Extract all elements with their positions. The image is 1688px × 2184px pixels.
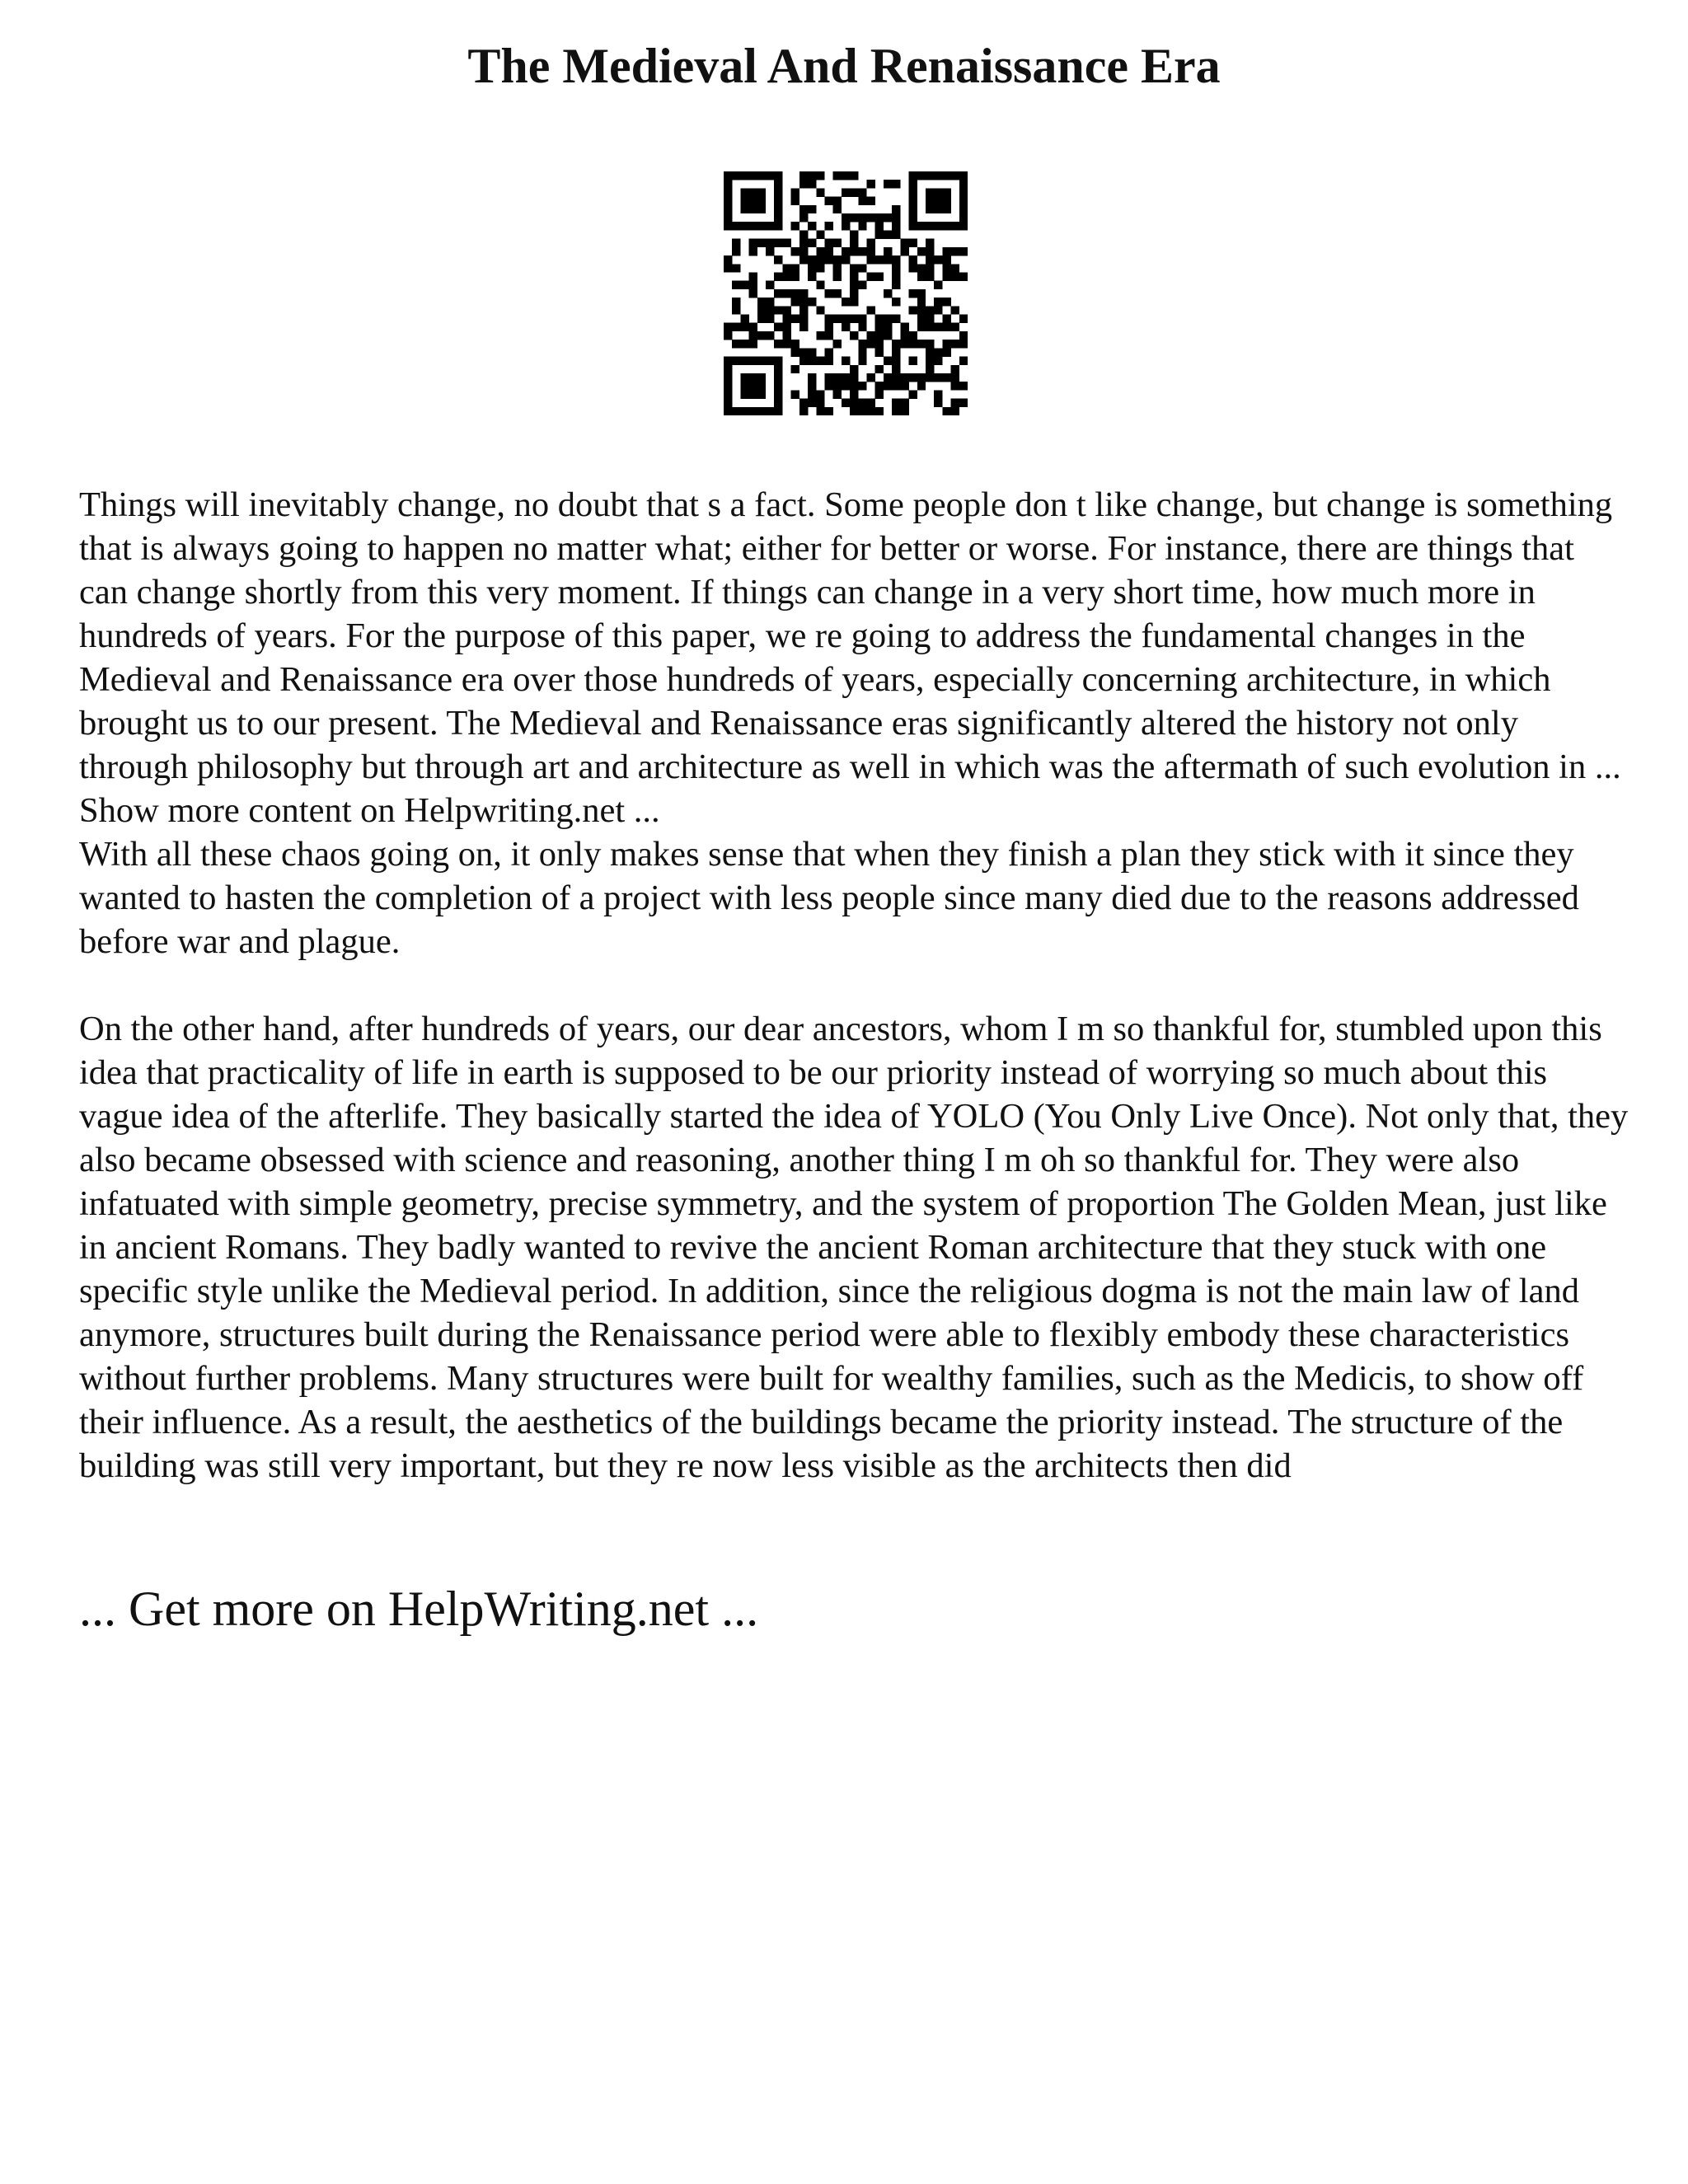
document-body	[79, 483, 1629, 1488]
get-more-link[interactable]: ... Get more on HelpWriting.net ...	[79, 1582, 759, 1636]
paragraph-intro: Things will inevitably change, no doubt that s a fact. Some people don t like change, but change is something that is always going to happen no matter what; either for better or worse. For instance, there are things that can change shortly from this very moment. If things can change in a very short time, how much more in hundreds of years. For the purpose of this paper, we re going to address the fundamental changes in the Medieval and Renaissance era over those hundreds of years, especially concerning architecture, in which brought us to our present. The Medieval and Renaissance eras significantly altered the history not only through philosophy but through art and architecture as well in which was the aftermath of such evolution in ... Show more content on Helpwriting.net ...	[79, 485, 1621, 830]
paragraph-renaissance: On the other hand, after hundreds of years, our dear ancestors, whom I m so thankful for, stumbled upon this idea that practicality of life in earth is supposed to be our priority instead of worrying so much about this vague idea of the afterlife. They basically started the idea of YOLO (You Only Live Once). Not only that, they also became obsessed with science and reasoning, another thing I m oh so thankful for. They were also infatuated with simple geometry, precise symmetry, and the system of proportion The Golden Mean, just like in ancient Romans. They badly wanted to revive the ancient Roman architecture that they stuck with one specific style unlike the Medieval period. In addition, since the religious dogma is not the main law of land anymore, structures built during the Renaissance period were able to flexibly embody these characteristics without further problems. Many structures were built for wealthy families, such as the Medicis, to show off their influence. As a result, the aesthetics of the buildings became the priority instead. The structure of the building was still very important, but they re now less visible as the architects then did	[79, 1010, 1629, 1485]
paragraph-chaos: With all these chaos going on, it only makes sense that when they finish a plan they stick with it since they wanted to hasten the completion of a project with less people since many died due to the reasons addressed before war and plague.	[79, 835, 1579, 961]
qr-code-icon	[724, 171, 968, 415]
document-title: The Medieval And Renaissance Era	[467, 39, 1221, 93]
